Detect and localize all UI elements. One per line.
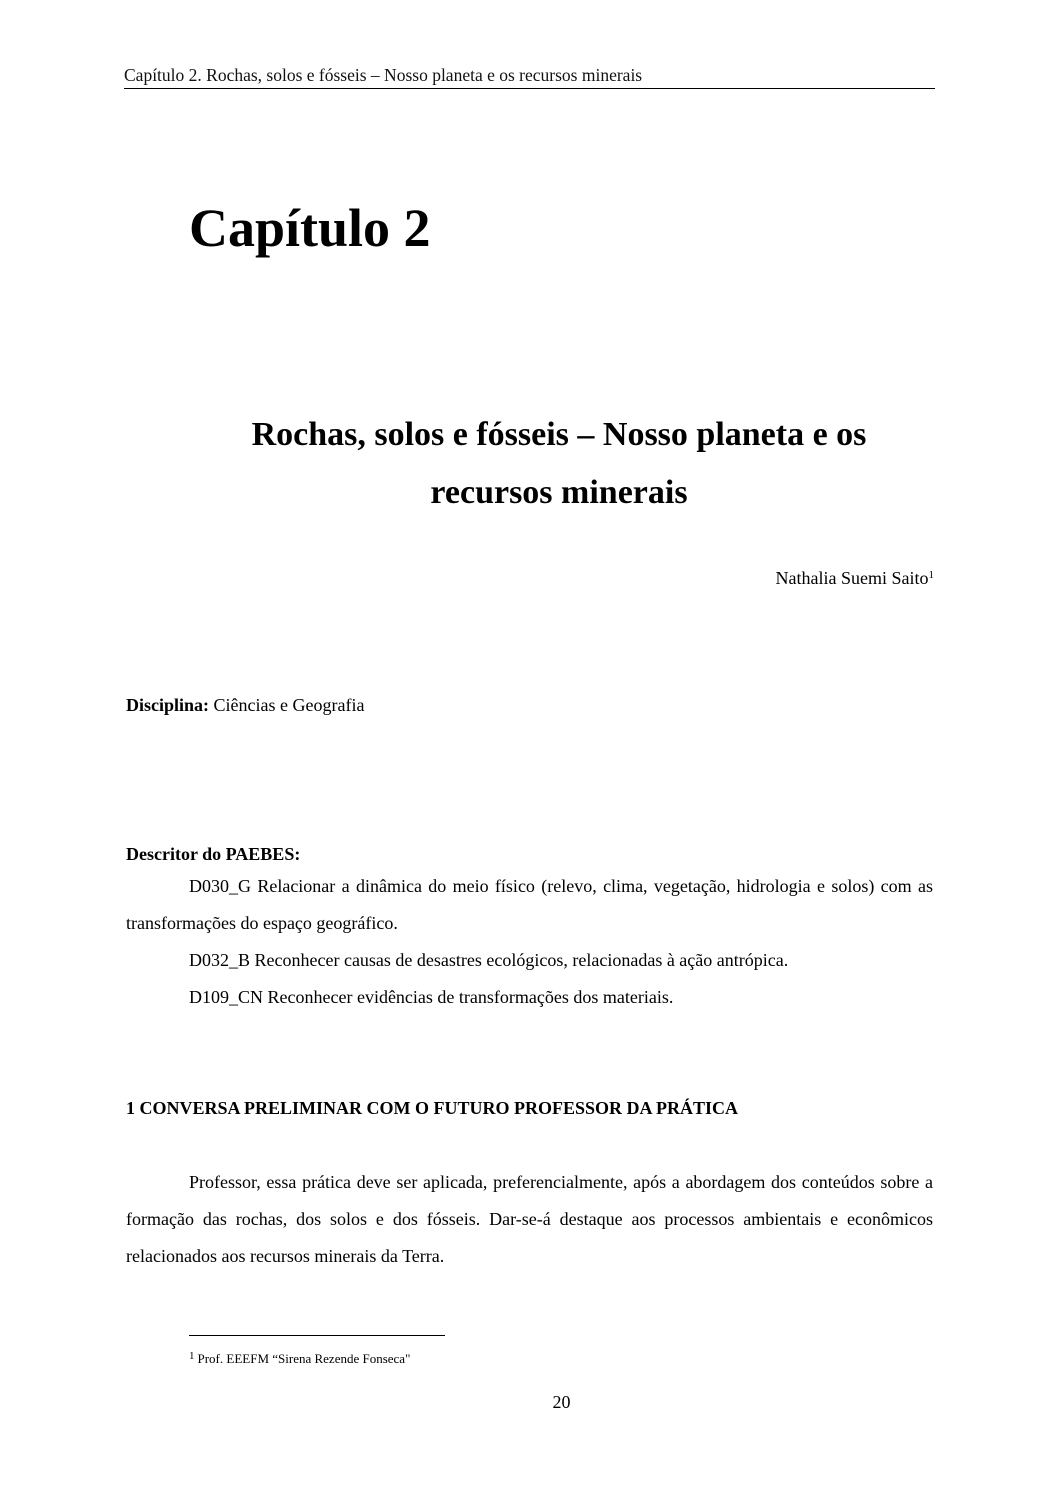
descritores-label: Descritor do PAEBES: [126,844,301,864]
intro-paragraph: Professor, essa prática deve ser aplicada, preferencialmente, após a abordagem dos conteúdos sobre a formação das rochas, dos solos e dos fósseis. Dar-se-á destaque aos processos ambientais e econômicos relacionados aos recursos minerais da Terra. [126,1172,933,1266]
descritores-list [126,868,933,1016]
author-footnote-marker[interactable]: 1 [928,569,934,581]
footnote-marker: 1 [189,1350,195,1362]
chapter-subtitle: Rochas, solos e fósseis – Nosso planeta e os recursos minerais [251,416,867,511]
descritor-item: D109_CN Reconhecer evidências de transformações dos materiais. [189,987,674,1007]
chapter-title: Capítulo 2 [189,198,431,258]
discipline-label: Disciplina: [126,695,210,715]
author-name: Nathalia Suemi Saito [775,568,929,588]
discipline-line [126,693,364,717]
footnote-divider [189,1335,445,1336]
author-line [776,566,934,590]
discipline-value: Ciências e Geografia [213,695,365,715]
footnote [189,1350,410,1368]
section-body [126,1164,933,1275]
descritor-item: D030_G Relacionar a dinâmica do meio físico (relevo, clima, vegetação, hidrologia e solos) com as transformações do espaço geográfico. [126,876,933,933]
page-number: 20 [552,1392,571,1412]
running-header: Capítulo 2. Rochas, solos e fósseis – Nosso planeta e os recursos minerais [124,64,935,89]
footnote-text: Prof. EEEFM “Sirena Rezende Fonseca" [197,1351,411,1366]
section-heading: 1 CONVERSA PRELIMINAR COM O FUTURO PROFESSOR DA PRÁTICA [126,1098,739,1118]
descritor-item: D032_B Reconhecer causas de desastres ecológicos, relacionadas à ação antrópica. [189,950,789,970]
